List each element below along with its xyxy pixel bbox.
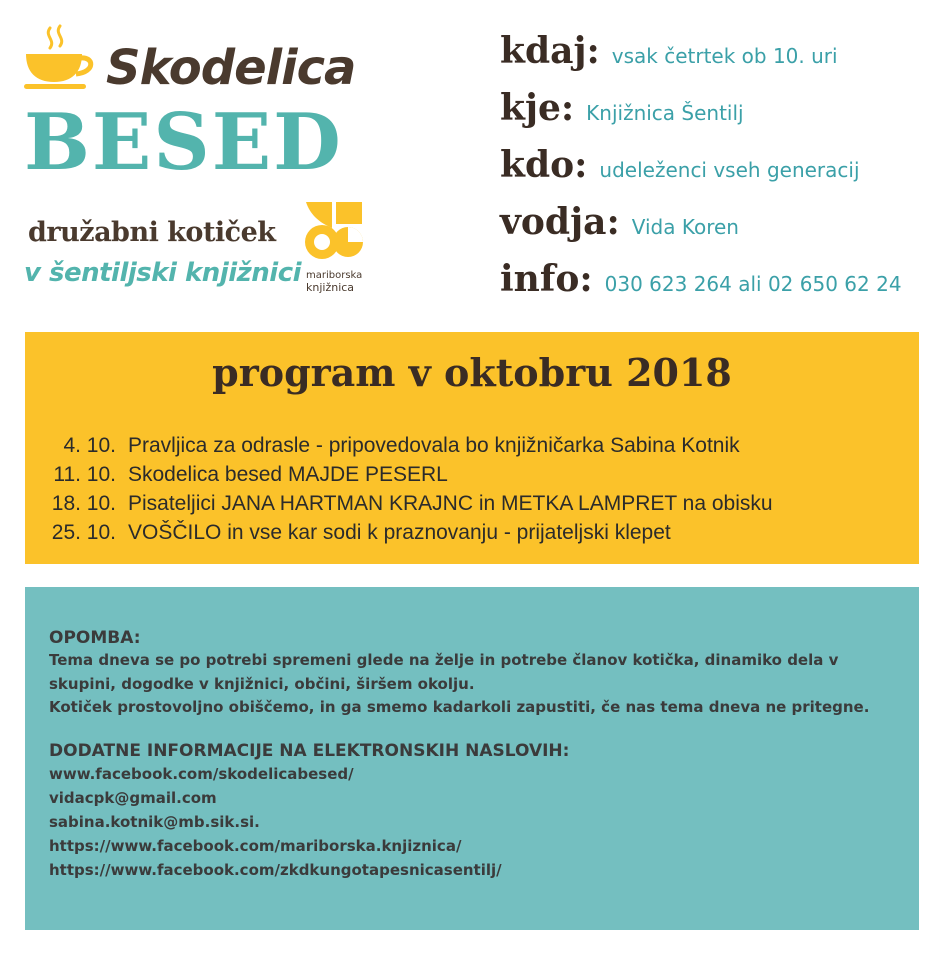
program-item-text: Skodelica besed MAJDE PESERL [128,463,448,486]
program-item-date: 4. 10. [63,434,116,457]
note-panel [25,587,919,930]
note-heading: OPOMBA: [49,628,141,648]
info-row-where [500,87,902,144]
contact-link[interactable]: https://www.facebook.com/mariborska.knjiznica/ [49,836,462,855]
program-item [25,521,919,550]
program-item-date: 25. 10. [51,521,116,544]
program-item [25,463,919,492]
event-logo [22,24,372,309]
info-label: info: [500,258,593,300]
links-heading: DODATNE INFORMACIJE NA ELEKTRONSKIH NASLOVIH: [49,740,570,761]
program-list [25,434,919,550]
note-content [49,627,899,882]
info-label: kdo: [500,144,588,186]
logo-title-besed: BESED [24,97,343,188]
info-row-leader [500,201,902,258]
info-row-who [500,144,902,201]
event-info-list [500,30,902,315]
info-value: Knjižnica Šentilj [586,101,744,125]
program-item-text: Pravljica za odrasle - pripovedovala bo knjižničarka Sabina Kotnik [128,434,740,457]
info-row-when [500,30,902,87]
logo-subtitle-knjiznica: v šentiljski knjižnici [24,258,302,288]
info-label: vodja: [500,201,620,243]
info-label: kdaj: [500,30,600,72]
mariborska-knjiznica-logo-icon [302,198,364,268]
contact-link[interactable]: https://www.facebook.com/zkdkungotapesnicasentilj/ [49,860,502,879]
program-title: program v oktobru 2018 [212,350,732,395]
logo-title-skodelica: Skodelica [106,40,356,96]
program-item [25,492,919,521]
mariborska-knjiznica-logo-text: mariborska knjižnica [306,270,363,294]
info-row-contact [500,258,902,315]
note-line: skupini, dogodke v knjižnici, občini, širšem okolju. [49,674,475,693]
coffee-cup-icon [22,24,102,94]
contact-link[interactable]: vidacpk@gmail.com [49,788,217,807]
info-label: kje: [500,87,575,129]
info-value: vsak četrtek ob 10. uri [611,44,838,68]
logo-subtitle-kotic: družabni kotiček [28,217,276,248]
program-item-text: Pisateljici JANA HARTMAN KRAJNC in METKA LAMPRET na obisku [128,492,773,515]
note-line: Kotiček prostovoljno obiščemo, in ga smemo kadarkoli zapustiti, če nas tema dneva ne pritegne. [49,698,870,716]
program-item-date: 11. 10. [53,463,116,486]
info-value: 030 623 264 ali 02 650 62 24 [604,272,902,296]
info-value: Vida Koren [631,215,739,239]
program-item [25,434,919,463]
program-item-text: VOŠČILO in vse kar sodi k praznovanju - prijateljski klepet [128,521,671,544]
program-panel [25,332,919,564]
contact-link[interactable]: sabina.kotnik@mb.sik.si. [49,812,260,831]
contact-link[interactable]: www.facebook.com/skodelicabesed/ [49,764,354,783]
note-line: Tema dneva se po potrebi spremeni glede na želje in potrebe članov kotička, dinamiko dela v [49,651,839,669]
program-item-date: 18. 10. [51,492,116,515]
info-value: udeleženci vseh generacij [599,158,860,182]
